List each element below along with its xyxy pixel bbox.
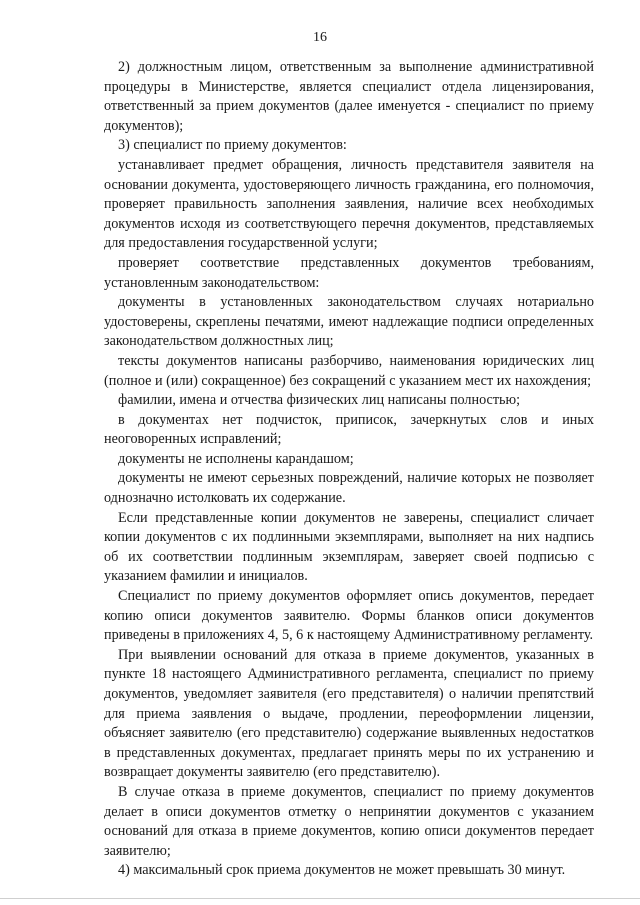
- paragraph-notarized: документы в установленных законодательством случаях нотариально удостоверены, скреплены печатями, имеют надлежащие подписи определенных законодательством должностных лиц;: [104, 294, 594, 350]
- paragraph-no-damage: документы не имеют серьезных повреждений, наличие которых не позволяет однозначно истолковать их содержание.: [104, 470, 594, 507]
- paragraph-max-time: 4) максимальный срок приема документов не может превышать 30 минут.: [118, 862, 566, 879]
- document-body: [104, 58, 594, 881]
- paragraph-full-names: фамилии, имена и отчества физических лиц написаны полностью;: [118, 392, 521, 409]
- paragraph-refusal-grounds: При выявлении оснований для отказа в приеме документов, указанных в пункте 18 настоящего Административного регламента, специалист по приему документов, уведомляет заявителя (его представителя) о наличии препятствий для приема заявления о выдаче, продлении, переоформлении лицензии, объясняет заявителю (его представителю) содержание выявленных недостатков в представленных документах, предлагает принять меры по их устранению и возвращает документы заявителю (его представителю).: [104, 646, 594, 781]
- paragraph-checks-compliance: проверяет соответствие представленных документов требованиям, установленным законодательством:: [104, 254, 594, 291]
- paragraph-no-erasures: в документах нет подчисток, приписок, зачеркнутых слов и иных неоговоренных исправлений;: [104, 411, 594, 448]
- paragraph-establishes-subject: устанавливает предмет обращения, личность представителя заявителя на основании документа, удостоверяющего личность гражданина, его полномочия, проверяет правильность заполнения заявления, наличие всех необходимых документов исходя из соответствующего перечня документов, представляемых для предоставления государственной услуги;: [104, 156, 594, 252]
- paragraph-specialist-heading: 3) специалист по приему документов:: [118, 137, 347, 154]
- scan-edge-line: [0, 898, 640, 899]
- paragraph-inventory: Специалист по приему документов оформляет опись документов, передает копию описи документов заявителю. Формы бланков описи документов приведены в приложениях 4, 5, 6 к настоящему Административному регламенту.: [104, 588, 594, 644]
- page-number: 16: [313, 30, 327, 45]
- paragraph-no-pencil: документы не исполнены карандашом;: [118, 450, 354, 467]
- paragraph-legible-texts: тексты документов написаны разборчиво, наименования юридических лиц (полное и (или) сокращенное) без сокращений с указанием мест их нахождения;: [104, 352, 594, 389]
- paragraph-refusal-mark: В случае отказа в приеме документов, специалист по приему документов делает в описи документов отметку о непринятии документов с указанием оснований для отказа в приеме документов, копию описи документов передает заявителю;: [104, 783, 594, 859]
- paragraph-official-responsible: 2) должностным лицом, ответственным за выполнение административной процедуры в Министерстве, является специалист отдела лицензирования, ответственный за прием документов (далее именуется - специалист по приему документов);: [104, 59, 594, 134]
- paragraph-uncertified-copies: Если представленные копии документов не заверены, специалист сличает копии документов с их подлинными экземплярами, выполняет на них надпись об их соответствии подлинным экземплярам, заверяет своей подписью с указанием фамилии и инициалов.: [104, 509, 594, 585]
